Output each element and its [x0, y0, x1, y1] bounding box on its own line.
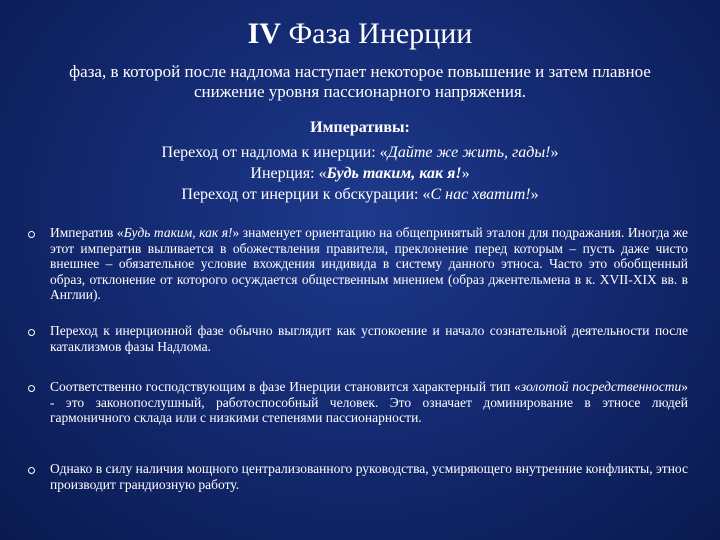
- bullet-item-1: [50, 225, 688, 303]
- bullet-circle-icon: [28, 329, 35, 336]
- imperative-2-quote: Будь таким, как я!: [326, 165, 462, 182]
- bullet-1-prefix: Императив «: [50, 225, 124, 240]
- imperative-2-prefix: Инерция: «: [250, 165, 327, 182]
- imperative-1-prefix: Переход от надлома к инерции: «: [161, 144, 388, 161]
- imperatives-heading: Императивы:: [310, 119, 410, 136]
- title-text: Фаза Инерции: [288, 17, 473, 50]
- imperative-3-suffix: »: [530, 186, 539, 203]
- bullet-4-text: Однако в силу наличия мощного централизованного руководства, усмиряющего внутренние конфликты, этнос производит грандиозную работу.: [50, 461, 688, 492]
- bullet-3-quote: золотой посредственности: [520, 379, 682, 394]
- imperative-3-prefix: Переход от инерции к обскурации: «: [181, 186, 431, 203]
- imperative-1-suffix: »: [550, 144, 559, 161]
- bullet-circle-icon: [28, 467, 35, 474]
- imperative-3-quote: С нас хватит!: [430, 186, 531, 203]
- bullet-1-quote: Будь таким, как я!: [123, 225, 233, 240]
- bullet-item-3: [50, 379, 688, 426]
- bullet-3-text: » - это законопослушный, работоспособный человек. Это означает доминирование в этносе людей гармоничного склада или с низкими степенями пассионарности.: [50, 379, 688, 425]
- subtitle: фаза, в которой после надлома наступает некоторое повышение и затем плавное снижение уровня пассионарного напряжения.: [69, 62, 651, 101]
- bullet-1-text: » знаменует ориентацию на общепринятый эталон для подражания. Иногда же этот императив выливается в обожествления правителя, преклонение перед которым – пусть даже чисто внешнее – обязательное условие вхождения индивида в систему данного этноса. Часто это обобщенный образ, отклонение от которого осуждается общественным мнением (образ джентельмена в к. XVII-XIX вв. в Англии).: [50, 225, 688, 302]
- imperative-line-2: [0, 163, 720, 184]
- bullet-2-text: Переход к инерционной фазе обычно выглядит как успокоение и начало сознательной деятельности после катаклизмов фазы Надлома.: [50, 323, 688, 354]
- bullet-circle-icon: [28, 231, 35, 238]
- imperatives-list: [0, 142, 720, 205]
- imperative-2-suffix: »: [461, 165, 470, 182]
- imperative-1-quote: Дайте же жить, гады!: [387, 144, 551, 161]
- bullet-item-4: [50, 461, 688, 492]
- bullet-circle-icon: [28, 385, 35, 392]
- bullet-3-prefix: Соответственно господствующим в фазе Инерции становится характерный тип «: [50, 379, 521, 394]
- imperative-line-3: [0, 184, 720, 205]
- imperative-line-1: [0, 142, 720, 163]
- title-numeral: IV: [247, 17, 281, 50]
- slide-title: [0, 16, 720, 52]
- bullet-item-2: [50, 323, 688, 354]
